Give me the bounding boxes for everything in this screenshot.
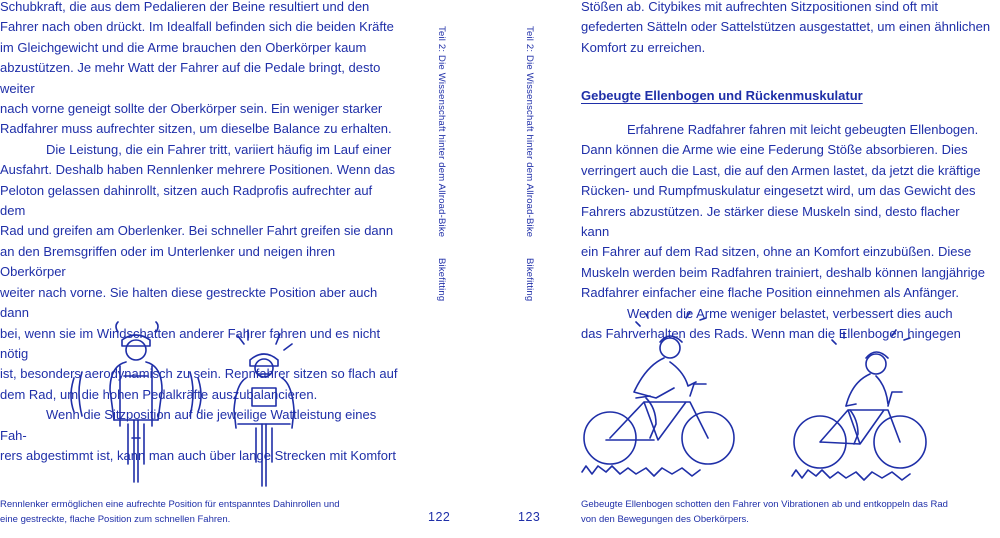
right-line: gefederten Sätteln oder Sattelstützen ausgestattet, um einen ähnlichen [581, 19, 991, 35]
section-heading: Gebeugte Ellenbogen und Rückenmuskulatur [581, 88, 863, 103]
right-line: Muskeln werden beim Radfahren trainiert, deshalb können langjährige [581, 264, 985, 280]
right-line: Fahrers abzustützen. Je stärker diese Muskeln sind, desto flacher kann [581, 203, 960, 240]
left-line: Ausfahrt. Deshalb haben Rennlenker mehrere Positionen. Wenn das [0, 162, 396, 178]
left-running-head: Teil 2: Die Wissenschaft hinter dem Allroad-Bike [436, 26, 447, 238]
right-line: Dann können die Arme wie eine Federung Stöße absorbieren. Dies [581, 142, 968, 158]
left-caption-line: Rennlenker ermöglichen eine aufrechte Position für entspanntes Dahinrollen und [0, 499, 340, 510]
right-line: Stößen ab. Citybikes mit aufrechten Sitzpositionen sind oft mit [581, 0, 938, 14]
left-line: rers abgestimmt ist, kann man auch über lange Strecken mit Komfort [0, 447, 396, 463]
bent-elbow-rider-1 [582, 312, 734, 476]
left-line: Schubkraft, die aus dem Pedalieren der Beine resultiert und den [0, 0, 370, 14]
left-line: Rad und greifen am Oberlenker. Bei schneller Fahrt greifen sie dann [0, 223, 394, 239]
right-caption [581, 497, 996, 527]
right-line: Werden die Arme weniger belastet, verbessert dies auch [627, 305, 953, 321]
upright-rider-figure [71, 322, 201, 482]
left-line: an den Bremsgriffen oder im Unterlenker und neigen ihren Oberkörper [0, 243, 336, 280]
right-line: ein Fahrer auf dem Rad sitzen, ohne an Komfort einzubüßen. Diese [581, 244, 972, 260]
bent-elbow-rider-2 [792, 330, 926, 480]
left-line: Peloton gelassen dahinrollt, sitzen auch Radprofis aufrechter auf dem [0, 182, 373, 219]
left-caption-line: eine gestreckte, flache Position zum schnellen Fahren. [0, 514, 231, 525]
right-page [500, 0, 1000, 538]
left-caption [0, 497, 400, 527]
front-view-riders-illustration [60, 320, 310, 490]
right-line: Rücken- und Rumpfmuskulatur eingesetzt wird, um das Gewicht des [581, 183, 976, 199]
right-intro-text [581, 0, 991, 58]
right-line: verringert auch die Last, die auf den Armen lastet, da jetzt die kräftige [581, 162, 981, 178]
left-line: abzustützen. Je mehr Watt der Fahrer auf die Pedale bringt, desto weiter [0, 60, 381, 96]
left-line: ist, besonders aerodynamisch zu sein. Rennfahrer sitzen so flach auf [0, 366, 398, 382]
left-line: im Gleichgewicht und die Arme brauchen den Oberkörper kaum [0, 39, 367, 55]
right-body-text [581, 120, 991, 344]
right-line: Erfahrene Radfahrer fahren mit leicht gebeugten Ellenbogen. [627, 122, 979, 137]
right-caption-line: Gebeugte Ellenbogen schotten den Fahrer von Vibrationen ab und entkoppeln das Rad [581, 499, 948, 510]
right-caption-line: von den Bewegungen des Oberkörpers. [581, 514, 749, 525]
left-line: bei, wenn sie im Windschatten anderer Fahrer fahren und es nicht nötig [0, 325, 381, 361]
left-page-number: 122 [428, 510, 451, 524]
stretched-rider-figure [234, 330, 294, 486]
left-line: Fahrer nach oben drückt. Im Idealfall befinden sich die beiden Kräfte [0, 19, 394, 35]
right-section-head: Bikefitting [524, 258, 535, 302]
right-line: das Fahrverhalten des Rads. Wenn man die Ellenbogen hingegen [581, 326, 961, 342]
left-line: Wenn die Sitzposition auf die jeweilige Wattleistung eines Fah- [0, 407, 377, 443]
left-section-head: Bikefitting [436, 258, 447, 302]
right-running-head: Teil 2: Die Wissenschaft hinter dem Allroad-Bike [524, 26, 535, 238]
left-line: nach vorne geneigt sollte der Oberkörper sein. Ein weniger starker [0, 101, 383, 117]
right-line: Komfort zu erreichen. [581, 39, 706, 55]
left-line: weiter nach vorne. Sie halten diese gestreckte Position aber auch dann [0, 284, 378, 321]
left-line: Radfahrer muss aufrechter sitzen, um dieselbe Balance zu erhalten. [0, 121, 392, 137]
right-line: Radfahrer einfacher eine flache Position einnehmen als Anfänger. [581, 285, 959, 301]
left-line: Die Leistung, die ein Fahrer tritt, variiert häufig im Lauf einer [46, 141, 392, 157]
left-line: dem Rad, um die hohen Pedalkräfte auszubalancieren. [0, 386, 318, 402]
right-page-number: 123 [518, 510, 541, 524]
side-view-riders-illustration [580, 318, 940, 490]
